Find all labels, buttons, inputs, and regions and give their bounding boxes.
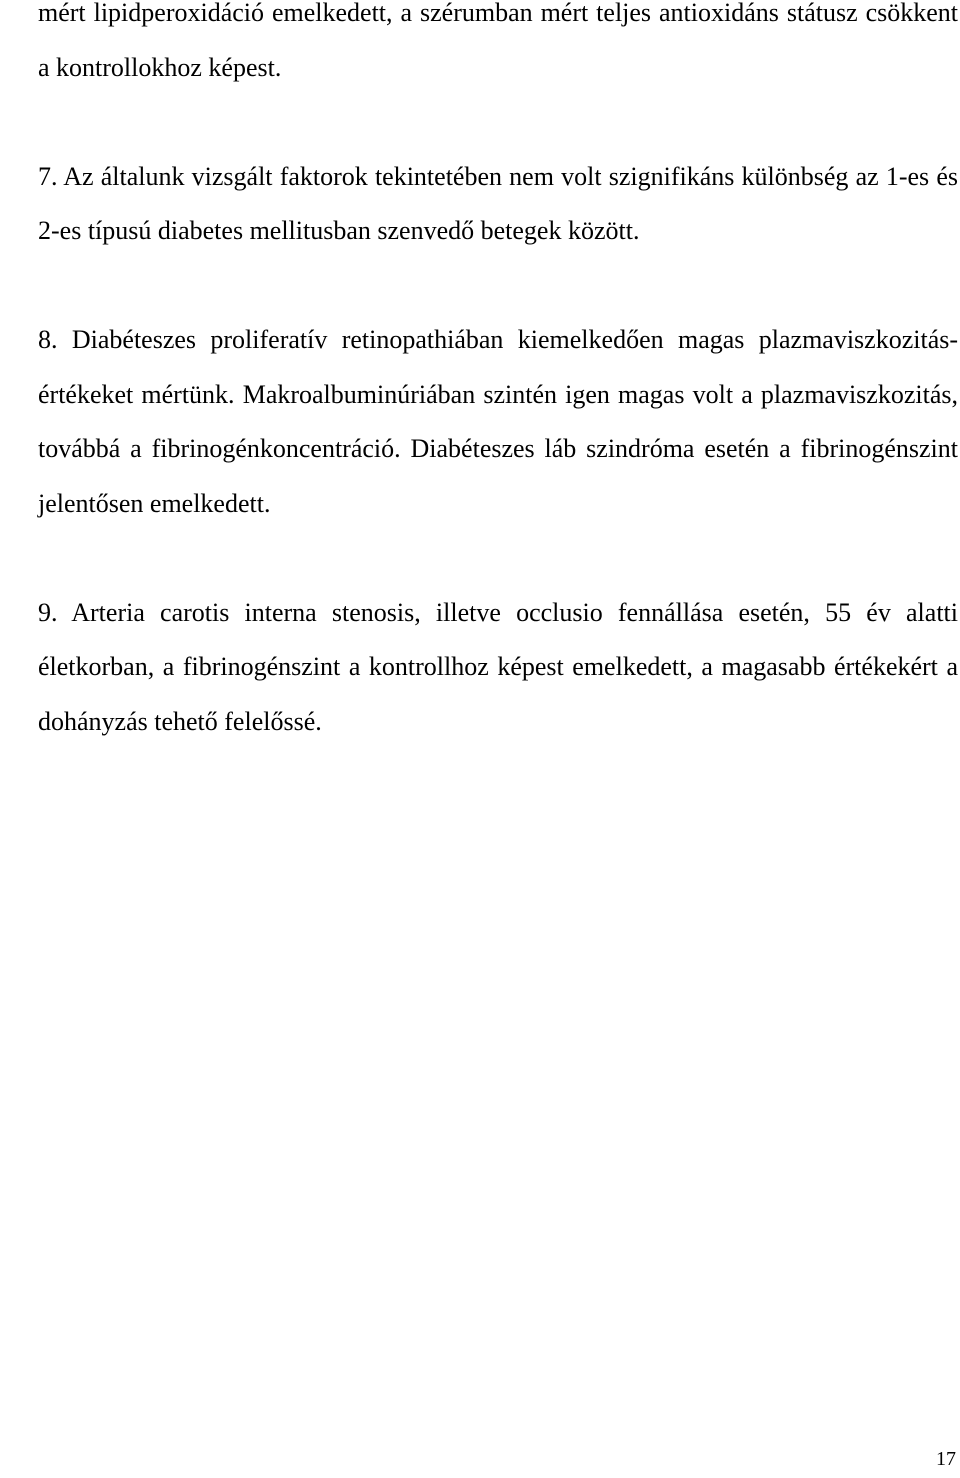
document-page — [38, 0, 958, 749]
list-item-text: Diabéteszes proliferatív retinopathiában kiemelkedően magas plazmaviszkozitás-értékeket mértünk. Makroalbuminúriában szintén igen magas volt a plazmaviszkozitás, továbbá a fibrinogénkoncentráció. Diabéteszes láb szindróma esetén a fibrinogénszint jelentősen emelkedett. — [38, 325, 959, 518]
paragraph-gap — [38, 95, 958, 150]
list-item-number: 7. — [38, 161, 58, 191]
page-number: 17 — [936, 1448, 956, 1470]
paragraph-gap — [38, 531, 958, 586]
list-item-number: 9. — [38, 597, 58, 627]
list-item-text: Az általunk vizsgált faktorok tekintetében nem volt szignifikáns különbség az 1-es és 2-es típusú diabetes mellitusban szenvedő betegek között. — [38, 161, 958, 245]
list-item-number: 8. — [38, 325, 58, 354]
list-item-text: Arteria carotis interna stenosis, illetve occlusio fennállása esetén, 55 év alatti életkorban, a fibrinogénszint a kontrollhoz képest emelkedett, a magasabb értékekért a dohányzás tehető felelőssé. — [38, 597, 958, 736]
continuation-paragraph — [38, 0, 958, 95]
list-item-9 — [38, 586, 958, 750]
paragraph-gap — [38, 259, 958, 314]
list-item-8 — [38, 313, 958, 531]
continuation-text: mért lipidperoxidáció emelkedett, a szérumban mért teljes antioxidáns státusz csökkent a kontrollokhoz képest. — [38, 0, 958, 82]
list-item-7 — [38, 150, 958, 259]
